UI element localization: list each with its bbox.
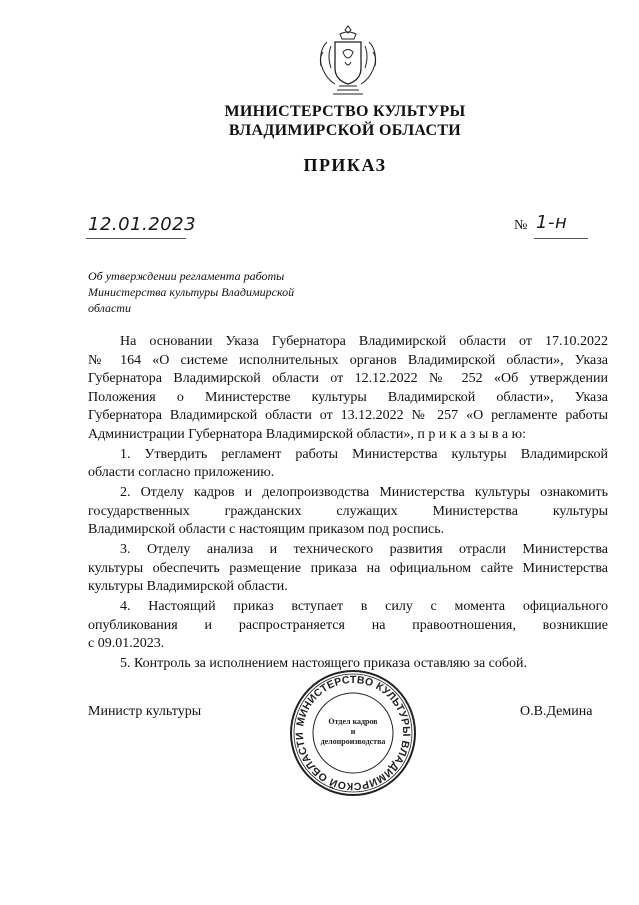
item-line: 3. Отделу анализа и технического развития отрасли Министерства: [120, 542, 608, 557]
number-label: №: [514, 218, 528, 233]
item-line: 2. Отделу кадров и делопроизводства Министерства культуры ознакомить: [120, 485, 608, 500]
handwritten-number: 1-н: [536, 212, 568, 233]
item-line: государственных гражданских служащих Министерства культуры: [88, 503, 608, 519]
number-underline: [534, 238, 588, 239]
item-line: Владимирской области с настоящим приказом под роспись.: [88, 522, 445, 537]
coat-of-arms-icon: [313, 22, 383, 100]
item-line: 4. Настоящий приказ вступает в силу с момента официального: [120, 599, 608, 614]
intro-paragraph: [88, 333, 608, 444]
intro-line: Губернатора Владимирской области от 12.12.2022 № 252 «Об утверждении: [88, 371, 608, 386]
subject-line: области: [88, 301, 131, 315]
item-4: [88, 598, 608, 654]
intro-line: № 164 «О системе исполнительных органов Владимирской области», Указа: [88, 352, 608, 368]
item-line: с 09.01.2023.: [88, 636, 165, 651]
intro-line: Положения о Министерстве культуры Владимирской области», Указа: [88, 389, 608, 405]
intro-line: Губернатора Владимирской области от 13.12.2022 № 257 «О регламенте работы: [88, 408, 608, 423]
document-subject: [88, 268, 328, 316]
item-line: культуры Владимирской области.: [88, 579, 288, 594]
subject-line: Об утверждении регламента работы: [88, 269, 285, 283]
stamp-center-line: и: [350, 727, 356, 736]
item-2: [88, 484, 608, 540]
ministry-name-line2: ВЛАДИМИРСКОЙ ОБЛАСТИ: [228, 122, 462, 139]
item-line: опубликования и распространяется на правоотношения, возникшие: [88, 617, 608, 633]
stamp-center-line: Отдел кадров: [328, 717, 378, 726]
official-stamp: [288, 668, 418, 798]
signatory-name: О.В.Демина: [520, 704, 593, 719]
ministry-name-line1: МИНИСТЕРСТВО КУЛЬТУРЫ: [224, 103, 466, 120]
item-line: культуры обеспечить размещение приказа на официальном сайте Министерства: [88, 560, 608, 576]
intro-line: Администрации Губернатора Владимирской области», п р и к а з ы в а ю:: [88, 426, 526, 442]
date-underline: [86, 238, 186, 239]
document-type-title: ПРИКАЗ: [303, 155, 387, 175]
item-3: [88, 541, 608, 597]
intro-line: На основании Указа Губернатора Владимирской области от 17.10.2022: [120, 334, 608, 349]
item-line: 5. Контроль за исполнением настоящего приказа оставляю за собой.: [120, 656, 528, 671]
item-line: 1. Утвердить регламент работы Министерства культуры Владимирской: [120, 446, 608, 462]
subject-line: Министерства культуры Владимирской: [88, 285, 295, 299]
item-line: области согласно приложению.: [88, 465, 275, 480]
item-1: [88, 446, 608, 483]
stamp-ring-text: МИНИСТЕРСТВО КУЛЬТУРЫ ВЛАДИМИРСКОЙ ОБЛАСТИ: [293, 673, 413, 793]
stamp-center-line: делопроизводства: [320, 737, 386, 746]
document-body: [88, 333, 608, 674]
handwritten-date: 12.01.2023: [88, 214, 197, 235]
signatory-position: Министр культуры: [88, 704, 202, 719]
